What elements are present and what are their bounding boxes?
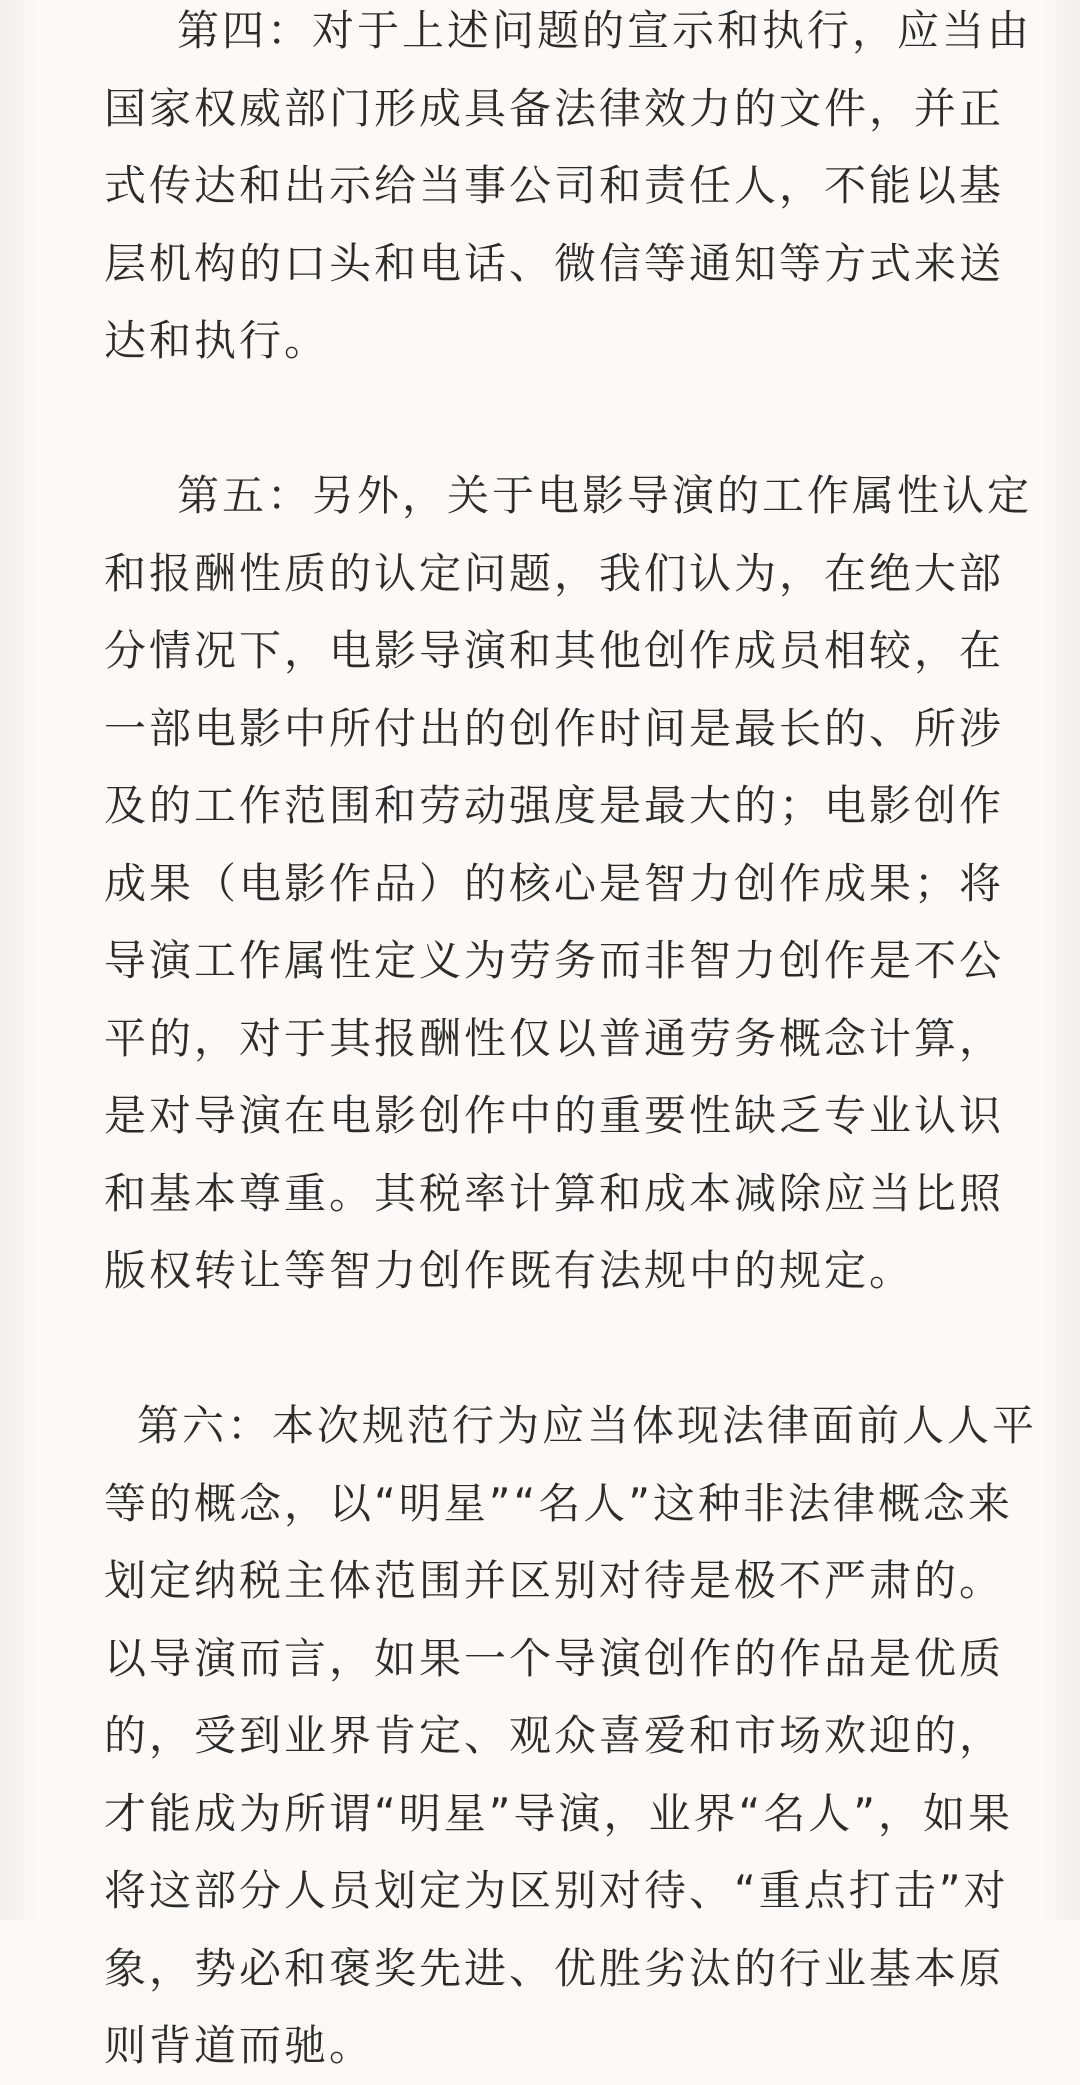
text-line: 版权转让等智力创作既有法规中的规定。: [104, 1246, 915, 1295]
text-line: 是对导演在电影创作中的重要性缺乏专业认识: [104, 1091, 1005, 1140]
text-line: 国家权威部门形成具备法律效力的文件，并正: [104, 83, 1005, 133]
text-line: 的，受到业界肯定、观众喜爱和市场欢迎的，: [104, 1711, 1005, 1760]
paragraph-spacer: [104, 380, 984, 458]
text-line: 象，势必和褒奖先进、优胜劣汰的行业基本原: [104, 1943, 1005, 1993]
text-line: 则背道而驰。: [104, 2021, 375, 2070]
paragraph-fifth: [104, 457, 1033, 1310]
text-line: 达和执行。: [104, 316, 330, 365]
text-line: 分情况下，电影导演和其他创作成员相较，在: [104, 626, 1005, 675]
text-line: 等的概念，以“明星”“名人”这种非法律概念来: [104, 1478, 1014, 1528]
text-line: 式传达和出示给当事公司和责任人，不能以基: [104, 161, 1005, 210]
text-line: 将这部分人员划定为区别对待、“重点打击”对: [104, 1866, 1009, 1915]
text-line: 及的工作范围和劳动强度是最大的；电影创作: [104, 781, 1005, 830]
text-line: 层机构的口头和电话、微信等通知等方式来送: [104, 238, 1005, 288]
text-line: 导演工作属性定义为劳务而非智力创作是不公: [104, 936, 1005, 985]
text-line: 才能成为所谓“明星”导演，业界“名人”，如果: [104, 1788, 1014, 1838]
text-line: 划定纳税主体范围并区别对待是极不严肃的。: [104, 1556, 1005, 1605]
paragraph-spacer: [104, 1310, 984, 1388]
text-line: 和报酬性质的认定问题，我们认为，在绝大部: [104, 548, 1005, 598]
text-line: 第五：另外，关于电影导演的工作属性认定: [177, 471, 1033, 520]
article-body: [104, 0, 1038, 2085]
text-line: 第六：本次规范行为应当体现法律面前人人平: [137, 1401, 1038, 1450]
text-line: 一部电影中所付出的创作时间是最长的、所涉: [104, 703, 1005, 753]
text-line: 第四：对于上述问题的宣示和执行，应当由: [177, 6, 1033, 55]
paragraph-sixth: [104, 1387, 1038, 2085]
text-line: 和基本尊重。其税率计算和成本减除应当比照: [104, 1168, 1005, 1218]
paragraph-fourth: [104, 0, 1033, 380]
text-line: 以导演而言，如果一个导演创作的作品是优质: [104, 1633, 1005, 1683]
text-line: 成果（电影作品）的核心是智力创作成果；将: [104, 858, 1005, 908]
text-line: 平的，对于其报酬性仅以普通劳务概念计算，: [104, 1013, 1005, 1063]
